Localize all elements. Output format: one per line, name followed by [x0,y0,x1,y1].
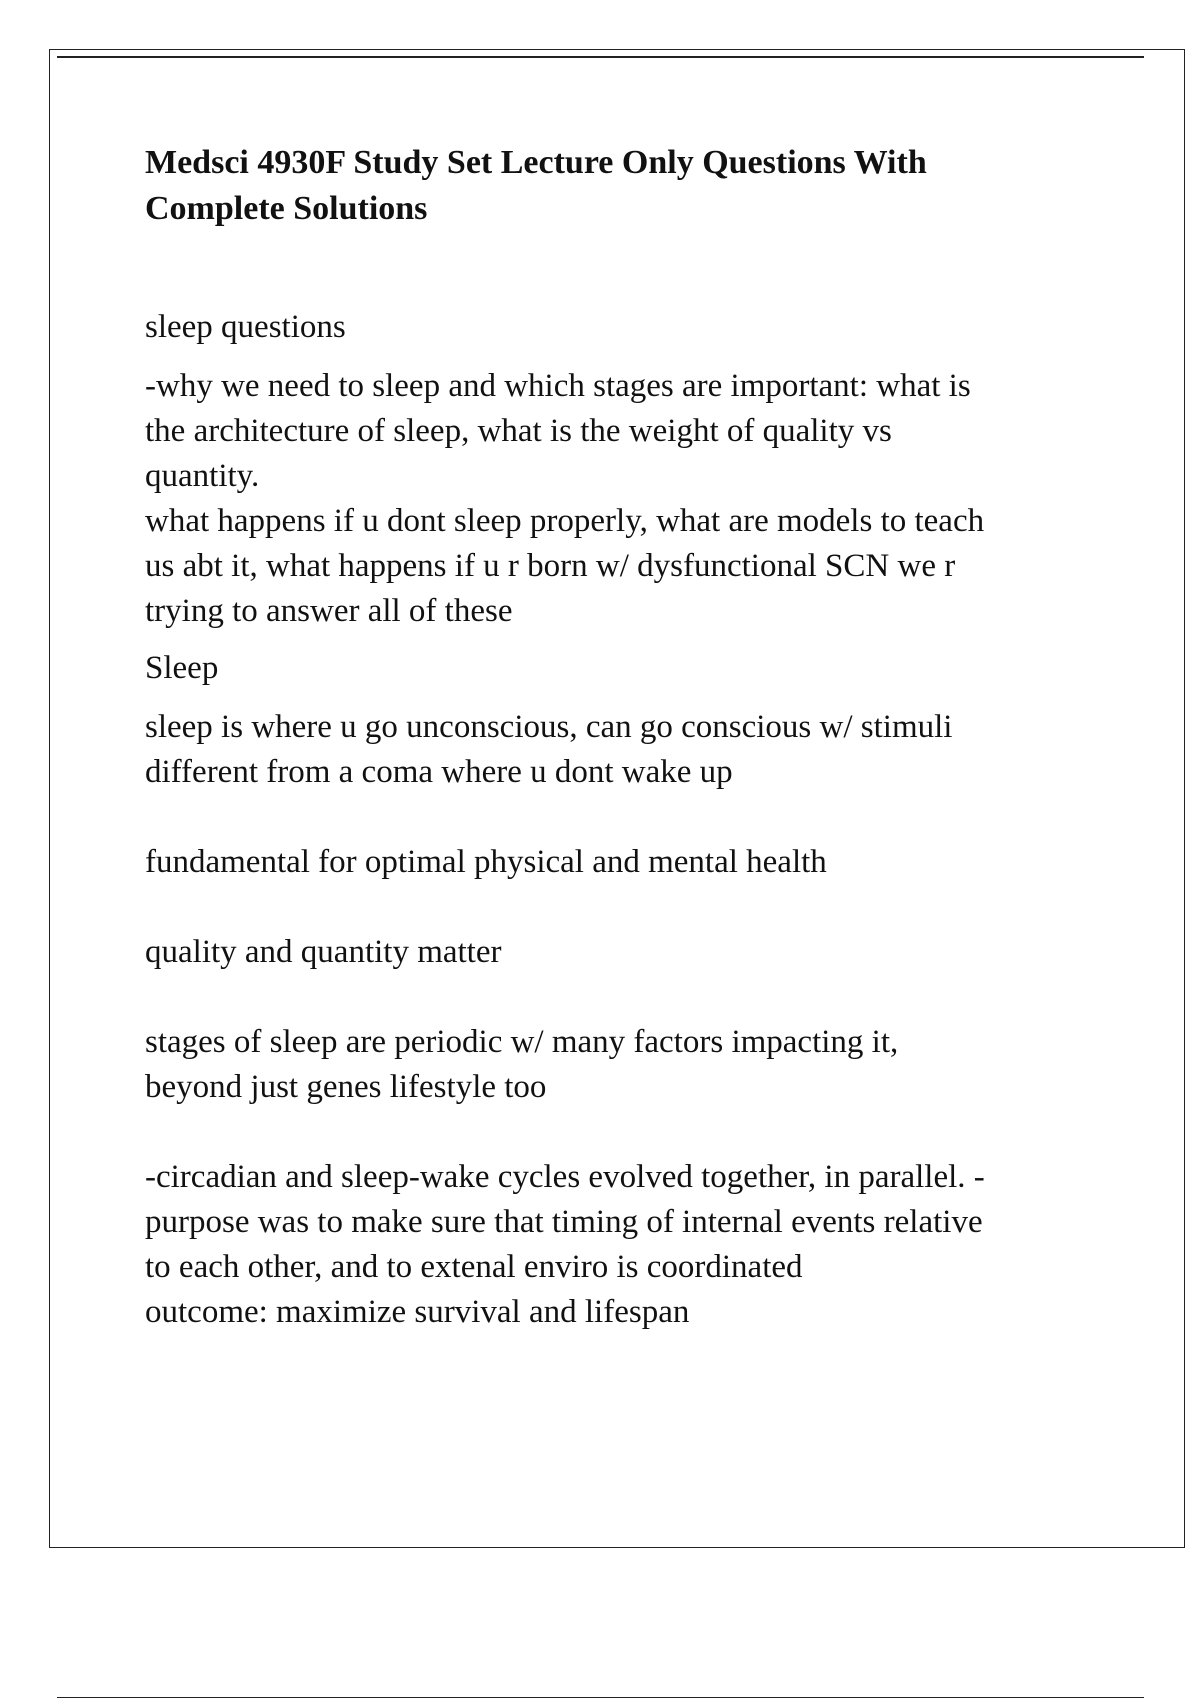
paragraph-line: sleep is where u go unconscious, can go conscious w/ stimuli [145,709,953,745]
sleep-paragraph-stages [145,1020,1105,1110]
sleep-questions-paragraph [145,364,1105,634]
paragraph-line: us abt it, what happens if u r born w/ dysfunctional SCN we r [145,548,956,584]
sleep-paragraph-quality [145,930,1105,975]
paragraph-line: beyond just genes lifestyle too [145,1069,547,1105]
paragraph-line: stages of sleep are periodic w/ many factors impacting it, [145,1024,899,1060]
sleep-paragraph-definition [145,705,1105,795]
paragraph-line: what happens if u dont sleep properly, what are models to teach [145,503,985,539]
paragraph-line: quality and quantity matter [145,934,502,970]
heading-sleep: Sleep [145,650,219,686]
top-rule [57,56,1144,58]
paragraph-line: -circadian and sleep-wake cycles evolved together, in parallel. - [145,1159,985,1195]
document-title [145,140,1105,232]
title-line: Complete Solutions [145,190,428,227]
paragraph-line: quantity. [145,458,260,494]
bottom-rule [57,1697,1144,1698]
paragraph-line: to each other, and to extenal enviro is coordinated [145,1249,803,1285]
heading-sleep-questions: sleep questions [145,309,346,345]
paragraph-line: fundamental for optimal physical and mental health [145,844,827,880]
paragraph-line: outcome: maximize survival and lifespan [145,1294,690,1330]
title-line: Medsci 4930F Study Set Lecture Only Questions With [145,144,927,181]
paragraph-line: trying to answer all of these [145,593,513,629]
paragraph-line: the architecture of sleep, what is the weight of quality vs [145,413,892,449]
paragraph-line: different from a coma where u dont wake up [145,754,733,790]
sleep-paragraph-circadian [145,1155,1105,1335]
document-body [145,140,1105,1335]
sleep-paragraph-fundamental [145,840,1105,885]
paragraph-line: -why we need to sleep and which stages are important: what is [145,368,971,404]
paragraph-line: purpose was to make sure that timing of internal events relative [145,1204,983,1240]
